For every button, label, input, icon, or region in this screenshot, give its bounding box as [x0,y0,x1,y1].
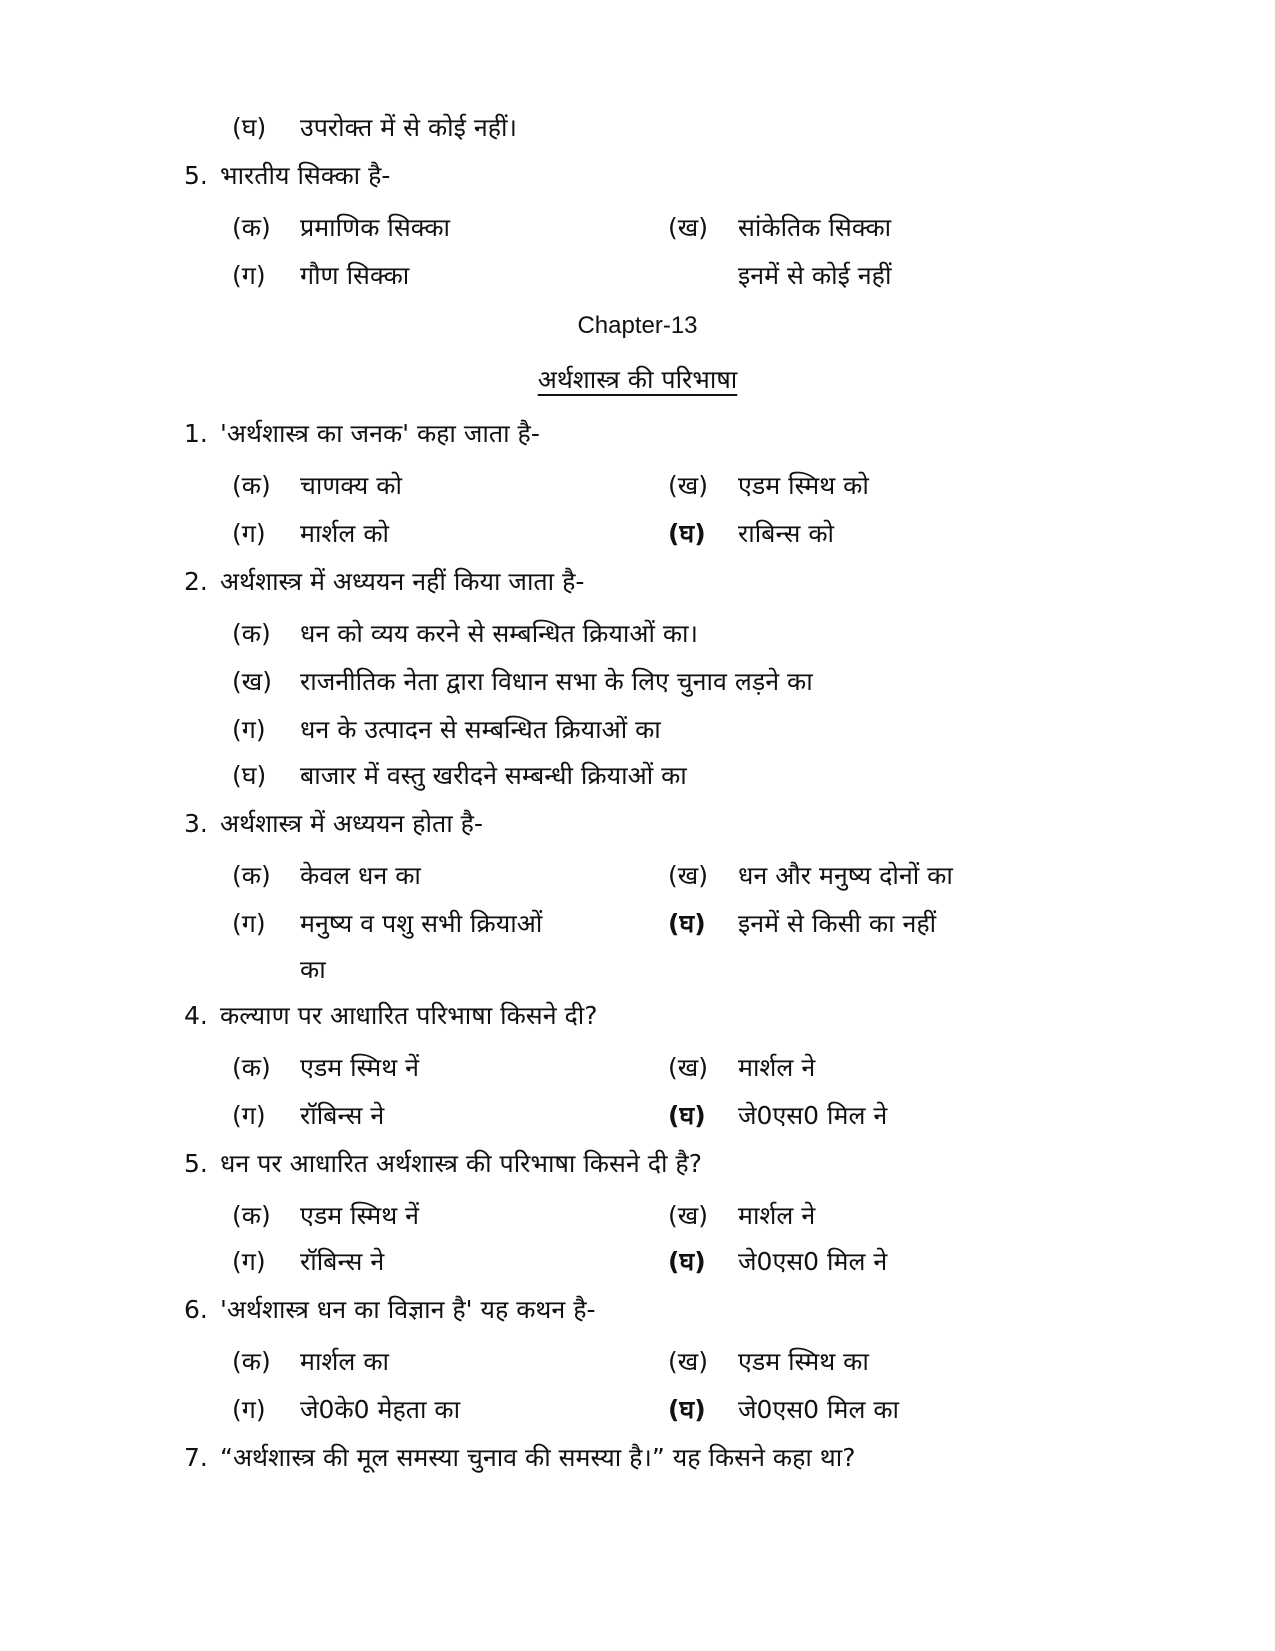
option-mark: (ख) [668,1347,708,1376]
chapter-title [0,360,1275,400]
option-mark: (ख) [668,1201,708,1230]
option-text: जे0एस0 मिल ने [738,1101,888,1130]
option-mark: (क) [232,619,271,648]
question-number: 2. [184,567,208,596]
option-mark: (क) [232,861,271,890]
option-text: रॉबिन्स ने [300,1101,385,1130]
option-text: एडम स्मिथ नें [300,1201,420,1230]
question-number: 7. [184,1443,208,1472]
option-mark: (ग) [232,261,266,290]
option-mark: (घ) [668,1247,706,1276]
option-text: चाणक्य को [300,471,402,500]
option-text: जे0एस0 मिल ने [738,1247,888,1276]
option-mark: (ख) [232,667,272,696]
option-text: राबिन्स को [738,519,835,548]
question-text: “अर्थशास्त्र की मूल समस्या चुनाव की समस्या है।” यह किसने कहा था? [220,1443,856,1472]
option-mark: (ग) [232,1395,266,1424]
option-mark: (क) [232,1201,271,1230]
option-mark: (ग) [232,909,266,938]
option-text: राजनीतिक नेता द्वारा विधान सभा के लिए चुनाव लड़ने का [300,667,813,696]
option-text: धन को व्यय करने से सम्बन्धित क्रियाओं का। [300,619,698,648]
option-mark: (ख) [668,861,708,890]
option-mark: (ख) [668,471,708,500]
question-number: 6. [184,1295,208,1324]
option-text: मनुष्य व पशु सभी क्रियाओं [300,909,543,938]
option-mark: (घ) [668,909,706,938]
option-text: एडम स्मिथ नें [300,1053,420,1082]
question-number: 5. [184,1149,208,1178]
question-text: अर्थशास्त्र में अध्ययन होता है- [220,809,483,838]
chapter-title-text: अर्थशास्त्र की परिभाषा [537,365,738,394]
question-number: 4. [184,1001,208,1030]
option-mark: (घ) [232,113,267,142]
option-mark: (क) [232,213,271,242]
option-text: जे0के0 मेहता का [300,1395,461,1424]
option-mark: (घ) [668,519,706,548]
option-text: उपरोक्त में से कोई नहीं। [300,113,517,142]
option-mark: (घ) [232,761,267,790]
option-text: मार्शल ने [738,1201,816,1230]
option-text: गौण सिक्का [300,261,410,290]
question-number: 3. [184,809,208,838]
chapter-label: Chapter-13 [577,312,698,339]
option-mark: (क) [232,1347,271,1376]
option-text: सांकेतिक सिक्का [738,213,892,242]
option-text: धन के उत्पादन से सम्बन्धित क्रियाओं का [300,715,661,744]
option-mark: (घ) [668,1101,706,1130]
option-text: जे0एस0 मिल का [738,1395,900,1424]
question-text: अर्थशास्त्र में अध्ययन नहीं किया जाता है- [220,567,585,596]
option-text: धन और मनुष्य दोनों का [738,861,953,890]
option-text: मार्शल को [300,519,389,548]
option-text: मार्शल ने [738,1053,816,1082]
option-text: बाजार में वस्तु खरीदने सम्बन्धी क्रियाओं का [300,761,687,790]
option-mark: (ग) [232,715,266,744]
option-text: इनमें से किसी का नहीं [738,909,937,938]
question-text: 'अर्थशास्त्र धन का विज्ञान है' यह कथन है- [220,1295,596,1324]
option-mark: (घ) [668,1395,706,1424]
option-text: केवल धन का [300,861,421,890]
option-text: मार्शल का [300,1347,389,1376]
option-text-continued: का [300,955,326,984]
question-text: भारतीय सिक्का है- [220,161,391,190]
option-mark: (ग) [232,1101,266,1130]
question-text: कल्याण पर आधारित परिभाषा किसने दी? [220,1001,598,1030]
option-text: एडम स्मिथ का [738,1347,869,1376]
question-text: 'अर्थशास्त्र का जनक' कहा जाता है- [220,419,540,448]
option-text: एडम स्मिथ को [738,471,869,500]
option-text: रॉबिन्स ने [300,1247,385,1276]
question-number: 5. [184,161,208,190]
option-mark: (ग) [232,519,266,548]
option-text: प्रमाणिक सिक्का [300,213,451,242]
question-number: 1. [184,419,208,448]
option-mark: (क) [232,471,271,500]
option-mark: (ख) [668,213,708,242]
option-mark: (क) [232,1053,271,1082]
option-mark: (ग) [232,1247,266,1276]
option-mark: (ख) [668,1053,708,1082]
option-text: इनमें से कोई नहीं [738,261,892,290]
question-text: धन पर आधारित अर्थशास्त्र की परिभाषा किसने दी है? [220,1149,702,1178]
